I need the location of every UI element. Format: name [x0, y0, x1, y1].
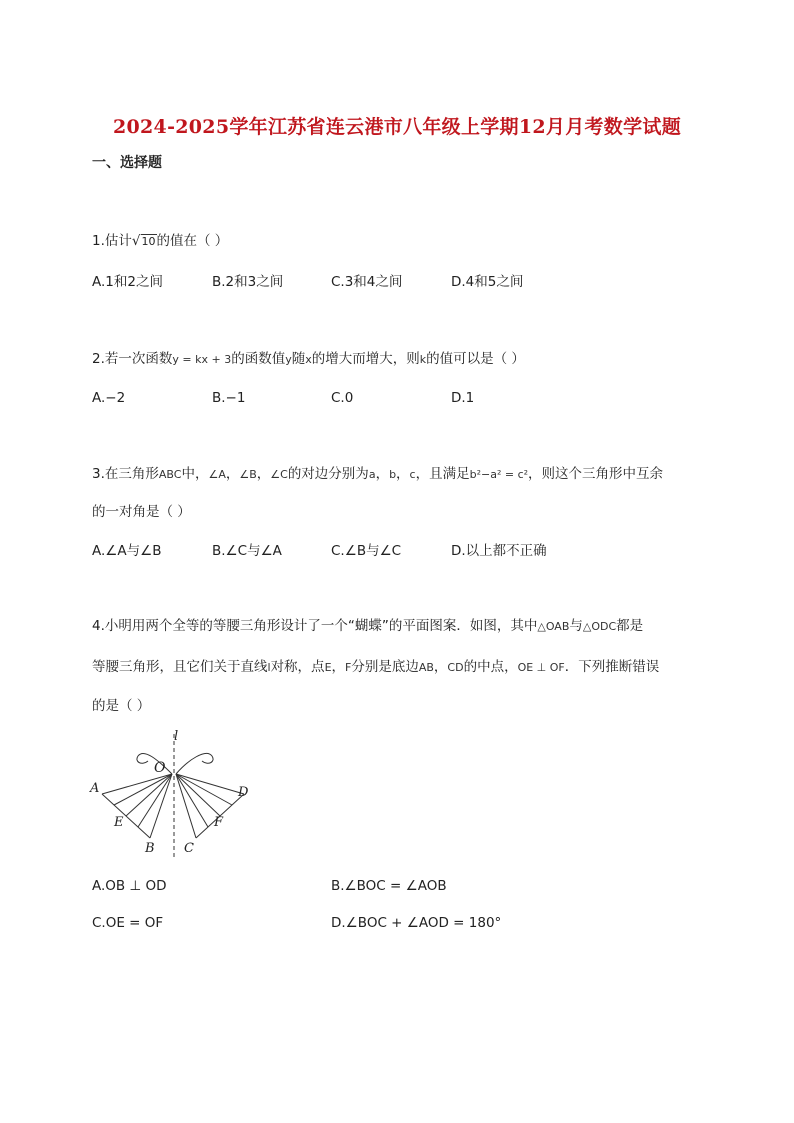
q2-option-a[interactable]: A.−2	[92, 390, 126, 406]
q3-option-d[interactable]: D.以上都不正确	[451, 543, 547, 559]
q3-side-c: c	[409, 468, 416, 481]
q4-option-d[interactable]: D.∠BOC + ∠AOD = 180°	[331, 915, 502, 931]
q4-text: 分别是底边	[351, 659, 419, 675]
question-1	[92, 229, 228, 249]
q4-text: ，	[331, 659, 346, 675]
q3-text: ，则这个三角形中互余	[528, 466, 664, 482]
q2-text: 的值可以是（ ）	[426, 351, 525, 367]
q3-angle-b: ∠B	[239, 468, 257, 481]
question-3-line-2: 的一对角是（ ）	[92, 504, 191, 520]
q4-option-a[interactable]: A.OB ⊥ OD	[92, 878, 167, 894]
q2-text: 2.若一次函数	[92, 351, 173, 367]
q2-option-b[interactable]: B.−1	[212, 390, 246, 406]
question-2	[92, 347, 525, 367]
q3-text: ，	[225, 466, 240, 482]
sqrt-expression	[132, 233, 157, 249]
q2-option-c[interactable]: C.0	[331, 390, 354, 406]
q3-option-a[interactable]: A.∠A与∠B	[92, 543, 162, 559]
q1-option-c[interactable]: C.3和4之间	[331, 274, 403, 290]
q3-text: 的对边分别为	[287, 466, 369, 482]
q1-suffix: 的值在（ ）	[156, 233, 229, 249]
section-heading: 一、选择题	[92, 155, 162, 171]
q4-text: 4.小明用两个全等的等腰三角形设计了一个“蝴蝶”的平面图案．如图，其中	[92, 618, 538, 634]
q3-angle-c: ∠C	[270, 468, 288, 481]
q3-triangle: ABC	[158, 468, 182, 481]
q4-triangle-odc: △ODC	[582, 620, 617, 633]
label-l: l	[174, 729, 179, 744]
q4-text: 等腰三角形，且它们关于直线	[92, 659, 268, 675]
q4-line-l: l	[267, 661, 271, 674]
q2-var-y: y	[285, 353, 292, 366]
q3-text: ，	[256, 466, 271, 482]
q3-equation: b²−a² = c²	[469, 468, 529, 481]
q2-text: 的函数值	[231, 351, 286, 367]
label-b: B	[145, 841, 155, 856]
q1-radicand: 10	[141, 235, 156, 248]
q4-text: 对称，点	[270, 659, 325, 675]
label-c: C	[184, 841, 194, 856]
q3-option-b[interactable]: B.∠C与∠A	[212, 543, 282, 559]
q4-text: 都是	[616, 618, 644, 634]
page-title: 2024-2025学年江苏省连云港市八年级上学期12月月考数学试题	[113, 116, 681, 138]
q1-option-d[interactable]: D.4和5之间	[451, 274, 524, 290]
label-a: A	[90, 781, 100, 796]
q2-var-x: x	[305, 353, 312, 366]
q2-equation: y = kx + 3	[172, 353, 232, 366]
q4-triangle-oab: △OAB	[537, 620, 570, 633]
butterfly-figure	[88, 726, 268, 866]
q4-text: 的中点，	[463, 659, 518, 675]
label-f: F	[214, 815, 224, 830]
right-antenna	[176, 753, 213, 774]
q3-text: ，且满足	[415, 466, 470, 482]
q4-text: 与	[569, 618, 583, 634]
q4-option-b[interactable]: B.∠BOC = ∠AOB	[331, 878, 447, 894]
q2-text: 的增大而增大，则	[311, 351, 420, 367]
q2-option-d[interactable]: D.1	[451, 390, 475, 406]
label-d: D	[238, 785, 249, 800]
q4-option-c[interactable]: C.OE = OF	[92, 915, 164, 931]
q3-text: 3.在三角形	[92, 466, 159, 482]
question-4-line-2	[92, 655, 659, 675]
q4-text: ，	[433, 659, 448, 675]
q4-text: ．下列推断错误	[564, 659, 660, 675]
q4-point-e: E	[324, 661, 332, 674]
q4-segment-ab: AB	[418, 661, 434, 674]
q3-option-c[interactable]: C.∠B与∠C	[331, 543, 402, 559]
q3-text: ，	[396, 466, 410, 482]
label-o: O	[154, 760, 166, 776]
q2-var-k: k	[419, 353, 427, 366]
q3-side-a: a	[368, 468, 376, 481]
q3-text: ，	[375, 466, 390, 482]
question-4	[92, 614, 643, 634]
sqrt-icon: √	[131, 233, 141, 249]
question-3	[92, 462, 663, 482]
q4-perpendicular: OE ⊥ OF	[517, 661, 565, 674]
q1-option-a[interactable]: A.1和2之间	[92, 274, 163, 290]
q4-segment-cd: CD	[447, 661, 464, 674]
q4-point-f: F	[345, 661, 352, 674]
q3-text: 中，	[181, 466, 209, 482]
q1-option-b[interactable]: B.2和3之间	[212, 274, 284, 290]
q1-prefix: 1.估计	[92, 233, 132, 249]
q2-text: 随	[291, 351, 306, 367]
q3-angle-a: ∠A	[208, 468, 226, 481]
q3-side-b: b	[389, 468, 397, 481]
question-4-line-3: 的是（ ）	[92, 698, 151, 714]
label-e: E	[114, 815, 124, 830]
